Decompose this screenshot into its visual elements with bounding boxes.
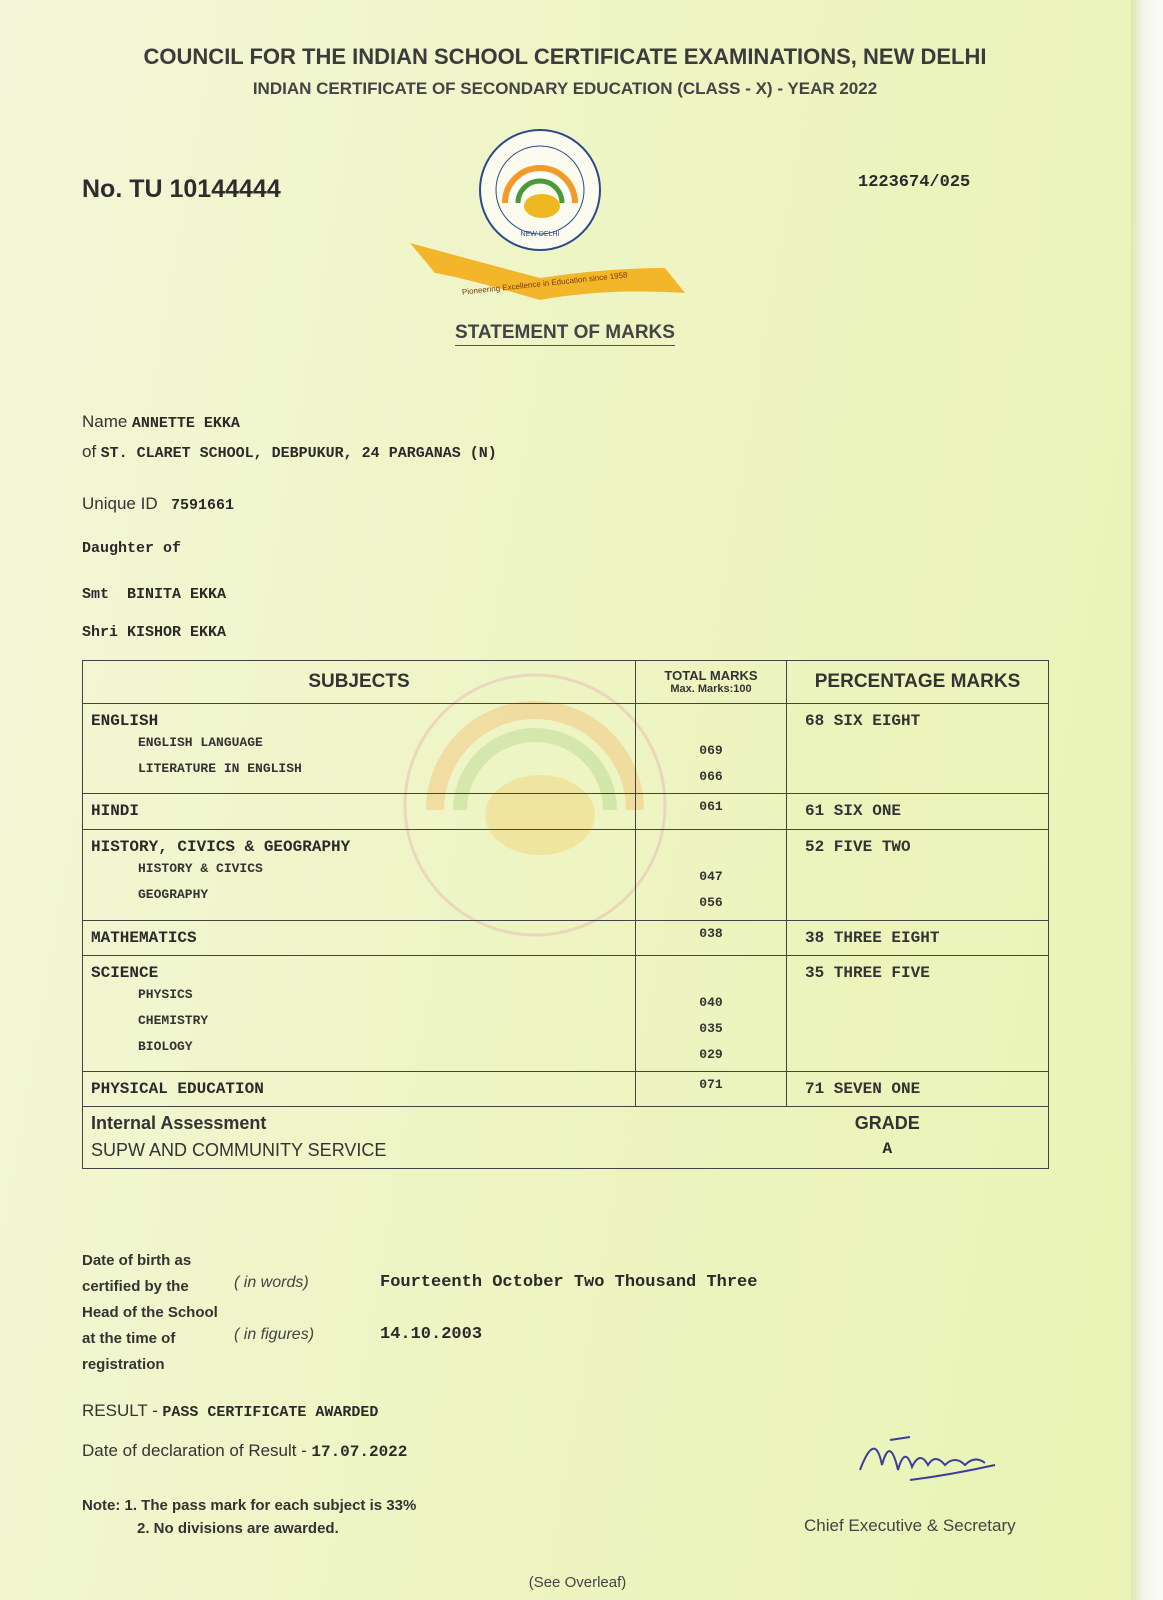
dob-figures: 14.10.2003 xyxy=(380,1325,483,1344)
table-row: PHYSICAL EDUCATION 071 71 SEVEN ONE xyxy=(83,1072,1049,1107)
signature xyxy=(850,1425,1010,1490)
logo-city: NEW DELHI xyxy=(520,231,560,238)
paper-edge xyxy=(1131,0,1163,1600)
uid-label: Unique ID xyxy=(82,494,158,513)
statement-title: STATEMENT OF MARKS xyxy=(0,322,1130,344)
declaration-date: 17.07.2022 xyxy=(311,1443,408,1461)
in-words-label: ( in words) xyxy=(234,1274,309,1291)
exam-heading: INDIAN CERTIFICATE OF SECONDARY EDUCATION (CLASS - X) - YEAR 2022 xyxy=(252,79,878,98)
council-heading: COUNCIL FOR THE INDIAN SCHOOL CERTIFICATE EXAMINATIONS, NEW DELHI xyxy=(143,44,987,69)
table-row: SCIENCE PHYSICS CHEMISTRY BIOLOGY 040 035 029 35 THREE FIVE xyxy=(83,956,1049,1072)
header-percentage: PERCENTAGE MARKS xyxy=(787,661,1049,704)
unique-id: 7591661 xyxy=(170,497,234,514)
candidate-name: ANNETTE EKKA xyxy=(131,415,240,432)
grade-label: GRADE xyxy=(854,1113,920,1133)
table-header xyxy=(83,661,1049,704)
mother-name: BINITA EKKA xyxy=(127,586,227,603)
signatory-title: Chief Executive & Secretary xyxy=(804,1516,1016,1535)
mother-line: Smt BINITA EKKA xyxy=(82,586,227,603)
table-row: HINDI 061 61 SIX ONE xyxy=(83,794,1049,830)
father-name: KISHOR EKKA xyxy=(127,624,227,641)
internal-label: Internal Assessment xyxy=(91,1113,267,1133)
result-value: PASS CERTIFICATE AWARDED xyxy=(162,1404,379,1421)
in-figures-label: ( in figures) xyxy=(234,1326,315,1343)
grade-value: A xyxy=(882,1140,893,1158)
certificate-number: No. TU 10144444 xyxy=(82,175,281,203)
header-subjects: SUBJECTS xyxy=(83,661,636,704)
uid-line xyxy=(82,494,234,514)
see-overleaf: (See Overleaf) xyxy=(528,1574,627,1591)
result-line: RESULT - PASS CERTIFICATE AWARDED xyxy=(82,1401,379,1421)
header-total: TOTAL MARKS Max. Marks:100 xyxy=(636,661,787,704)
note-1: Note: 1. The pass mark for each subject is 33% xyxy=(82,1497,417,1514)
table-row: MATHEMATICS 038 38 THREE EIGHT xyxy=(83,921,1049,956)
marks-table xyxy=(82,660,1049,1169)
dob-words: Fourteenth October Two Thousand Three xyxy=(380,1273,758,1292)
table-row: ENGLISH ENGLISH LANGUAGE LITERATURE IN ENGLISH 069 066 68 SIX EIGHT xyxy=(83,704,1049,794)
serial-number: 1223674/025 xyxy=(858,173,971,192)
logo-ribbon: Pioneering Excellence in Education since 1958 xyxy=(461,270,628,297)
father-line: Shri KISHOR EKKA xyxy=(82,624,227,641)
school-name: ST. CLARET SCHOOL, DEBPUKUR, 24 PARGANAS (N) xyxy=(100,445,497,462)
note-2: 2. No divisions are awarded. xyxy=(137,1520,339,1537)
school-line xyxy=(82,442,497,462)
internal-assessment-row xyxy=(83,1107,1049,1169)
max-marks: Max. Marks:100 xyxy=(670,683,752,696)
council-logo xyxy=(405,128,695,308)
name-label: Name xyxy=(82,412,128,431)
name-line xyxy=(82,412,240,432)
table-row: HISTORY, CIVICS & GEOGRAPHY HISTORY & CIVICS GEOGRAPHY 047 056 52 FIVE TWO xyxy=(83,830,1049,921)
declaration-line: Date of declaration of Result - 17.07.2022 xyxy=(82,1441,408,1461)
of-label: of xyxy=(82,442,97,461)
dob-label-block: Date of birth as certified by the Head of the School at the time of registration xyxy=(82,1252,218,1373)
internal-subject: SUPW AND COMMUNITY SERVICE xyxy=(91,1140,387,1160)
relation: Daughter of xyxy=(82,540,182,557)
